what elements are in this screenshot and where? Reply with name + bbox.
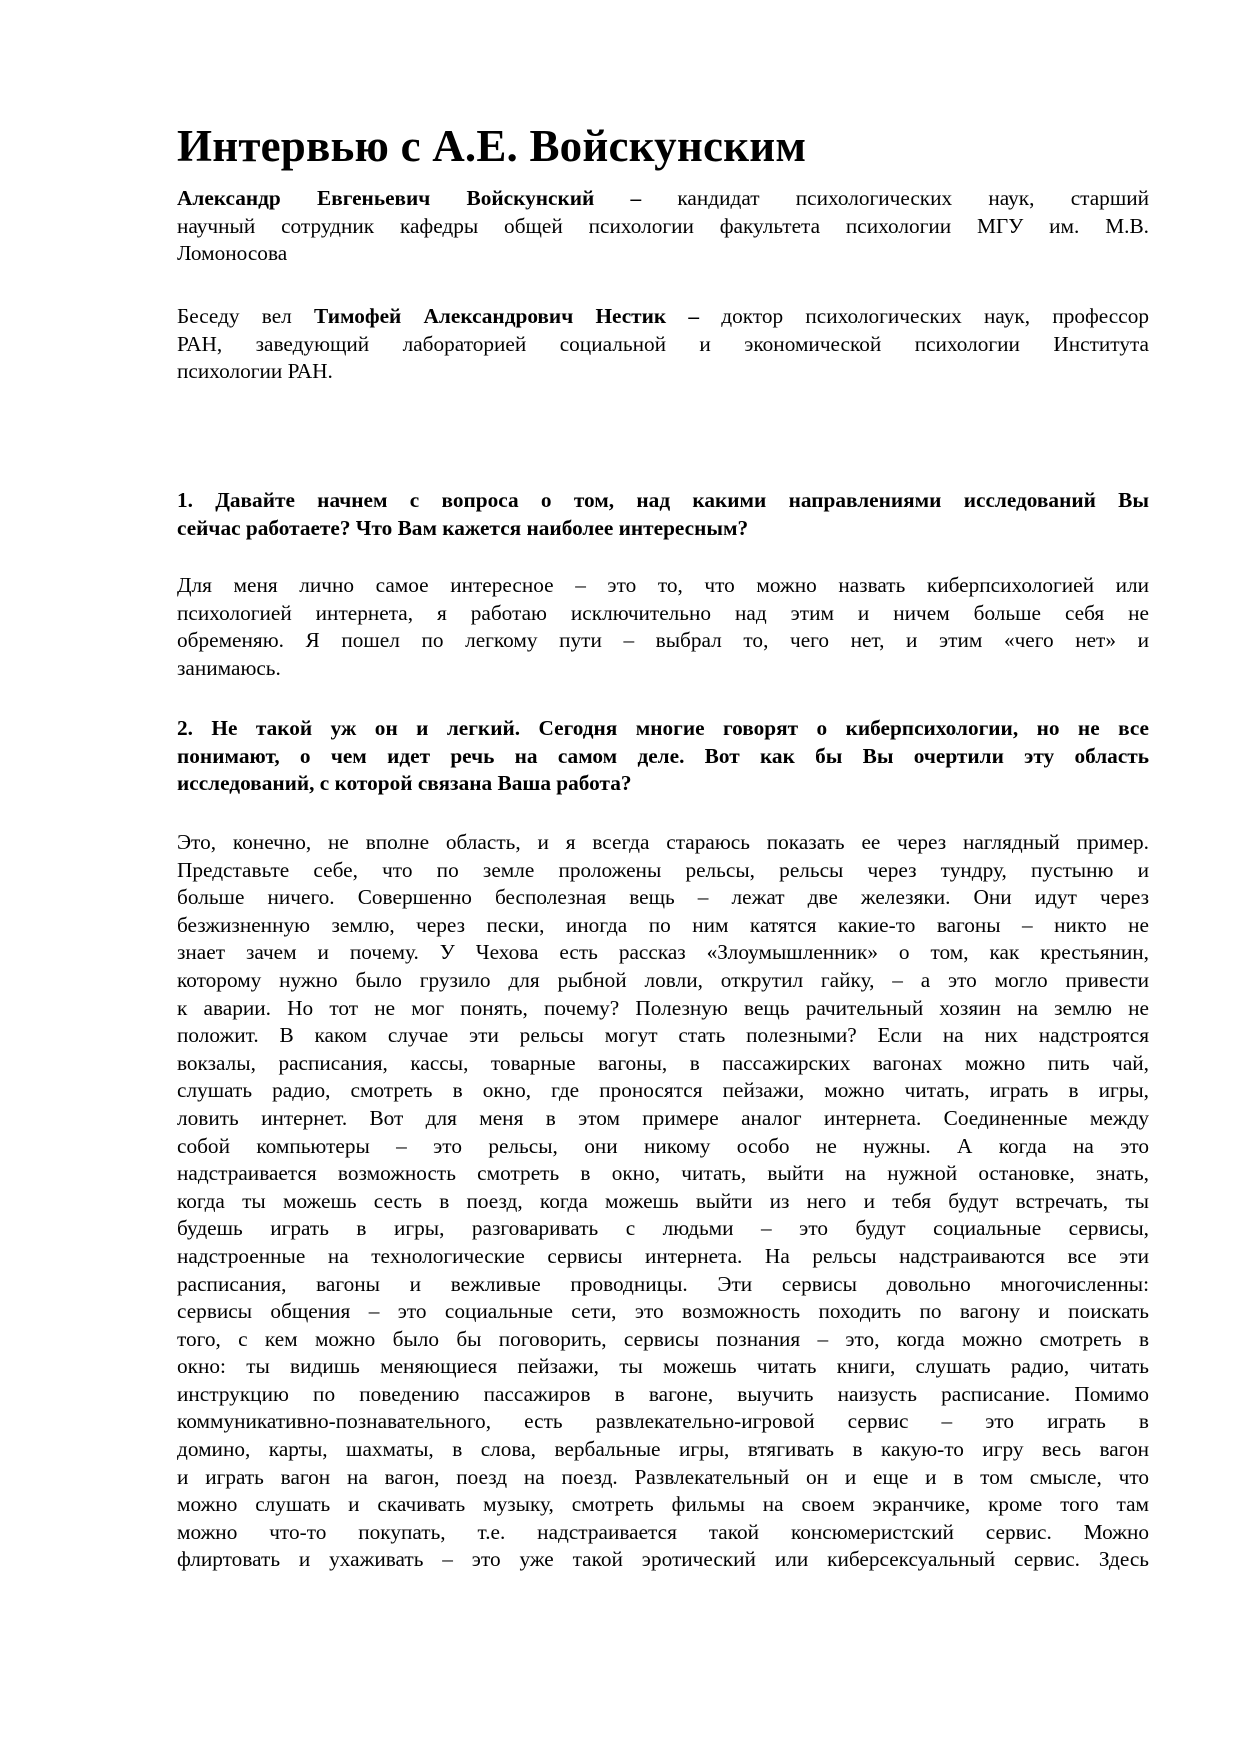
answer-line: которому нужно было грузило для рыбной ловли, открутил гайку, – а это могло привести (177, 967, 1149, 992)
answer-1 (177, 572, 1149, 682)
answer-line: флиртовать и ухаживать – это уже такой эротический или киберсексуальный сервис. Здесь (177, 1547, 1149, 1572)
answer-line: Для меня лично самое интересное – это то, что можно назвать киберпсихологией или (177, 573, 1149, 597)
answer-line: безжизненную землю, через пески, иногда по ним катятся какие-то вагоны – никто не (177, 912, 1149, 937)
answer-line: когда ты можешь сесть в поезд, когда можешь выйти из него и тебя будут встречать, ты (177, 1188, 1149, 1213)
answer-line: и играть вагон на вагон, поезд на поезд. Развлекательный он и еще и в том смысле, что (177, 1464, 1149, 1489)
interviewer-name: Тимофей Александрович Нестик – (314, 304, 700, 328)
answer-line: инструкцию по поведению пассажиров в вагоне, выучить наизусть расписание. Помимо (177, 1381, 1149, 1406)
answer-line: окно: ты видишь меняющиеся пейзажи, ты можешь читать книги, слушать радио, читать (177, 1354, 1149, 1379)
answer-line: Представьте себе, что по земле проложены рельсы, рельсы через тундру, пустыню и (177, 857, 1149, 882)
question-line: исследований, с которой связана Ваша работа? (177, 771, 632, 796)
answer-line: можно что-то покупать, т.е. надстраивается такой консюмеристский сервис. Можно (177, 1519, 1149, 1544)
answer-line: надстраивается возможность смотреть в окно, читать, выйти на нужной остановке, знать, (177, 1161, 1149, 1186)
answer-line: знает зачем и почему. У Чехова есть рассказ «Злоумышленник» о том, как крестьянин, (177, 940, 1149, 965)
answer-line: к аварии. Но тот не мог понять, почему? Полезную вещь рачительный хозяин на землю не (177, 995, 1149, 1020)
document-title: Интервью с А.Е. Войскунским (177, 121, 807, 171)
answer-line: больше ничего. Совершенно бесполезная вещь – лежат две железяки. Они идут через (177, 885, 1149, 910)
question-line: 1. Давайте начнем с вопроса о том, над какими направлениями исследований Вы (177, 488, 1149, 512)
bio-line: Ломоносова (177, 241, 288, 266)
answer-line: сервисы общения – это социальные сети, это возможность походить по вагону и поискать (177, 1299, 1149, 1324)
question-line: сейчас работаете? Что Вам кажется наиболее интересным? (177, 515, 749, 540)
interviewer-bio (177, 303, 1149, 386)
answer-line: расписания, вагоны и вежливые проводницы. Эти сервисы довольно многочисленны: (177, 1271, 1149, 1296)
answer-line: того, с кем можно было бы поговорить, сервисы познания – это, когда можно смотреть в (177, 1326, 1149, 1351)
interviewer-line: РАН, заведующий лабораторией социальной и экономической психологии Института (177, 331, 1149, 356)
interviewer-line: Беседу вел Тимофей Александрович Нестик – доктор психологических наук, профессор (177, 304, 1149, 328)
answer-line: собой компьютеры – это рельсы, они никому особо не нужны. А когда на это (177, 1133, 1149, 1158)
question-1 (177, 487, 1149, 542)
answer-line: надстроенные на технологические сервисы интернета. На рельсы надстраиваются все эти (177, 1243, 1149, 1268)
interviewee-name: Александр Евгеньевич Войскунский – (177, 186, 642, 210)
answer-2 (177, 829, 1149, 1574)
answer-line: обременяю. Я пошел по легкому пути – выбрал то, чего нет, и этим «чего нет» и (177, 628, 1149, 653)
answer-line: коммуникативно-познавательного, есть развлекательно-игровой сервис – это играть в (177, 1409, 1149, 1434)
answer-line: положит. В каком случае эти рельсы могут стать полезными? Если на них надстроятся (177, 1023, 1149, 1048)
question-line: понимают, о чем идет речь на самом деле. Вот как бы Вы очертили эту область (177, 743, 1149, 768)
answer-line: можно слушать и скачивать музыку, смотреть фильмы на своем экранчике, кроме того там (177, 1492, 1149, 1517)
answer-line: занимаюсь. (177, 655, 281, 680)
interviewer-line: психологии РАН. (177, 359, 333, 384)
answer-line: ловить интернет. Вот для меня в этом примере аналог интернета. Соединенные между (177, 1105, 1149, 1130)
answer-line: Это, конечно, не вполне область, и я всегда стараюсь показать ее через наглядный пример. (177, 830, 1149, 854)
answer-line: психологией интернета, я работаю исключительно над этим и ничем больше себя не (177, 600, 1149, 625)
interviewee-bio (177, 185, 1149, 268)
answer-line: будешь играть в игры, разговаривать с людьми – это будут социальные сервисы, (177, 1216, 1149, 1241)
question-2 (177, 715, 1149, 798)
bio-line: научный сотрудник кафедры общей психологии факультета психологии МГУ им. М.В. (177, 213, 1149, 238)
answer-line: домино, карты, шахматы, в слова, вербальные игры, втягивать в какую-то игру весь вагон (177, 1437, 1149, 1462)
answer-line: слушать радио, смотреть в окно, где проносятся пейзажи, можно читать, играть в игры, (177, 1078, 1149, 1103)
answer-line: вокзалы, расписания, кассы, товарные вагоны, в пассажирских вагонах можно пить чай, (177, 1050, 1149, 1075)
bio-line: Александр Евгеньевич Войскунский – кандидат психологических наук, старший (177, 186, 1150, 210)
question-line: 2. Не такой уж он и легкий. Сегодня многие говорят о киберпсихологии, но не все (177, 716, 1149, 740)
